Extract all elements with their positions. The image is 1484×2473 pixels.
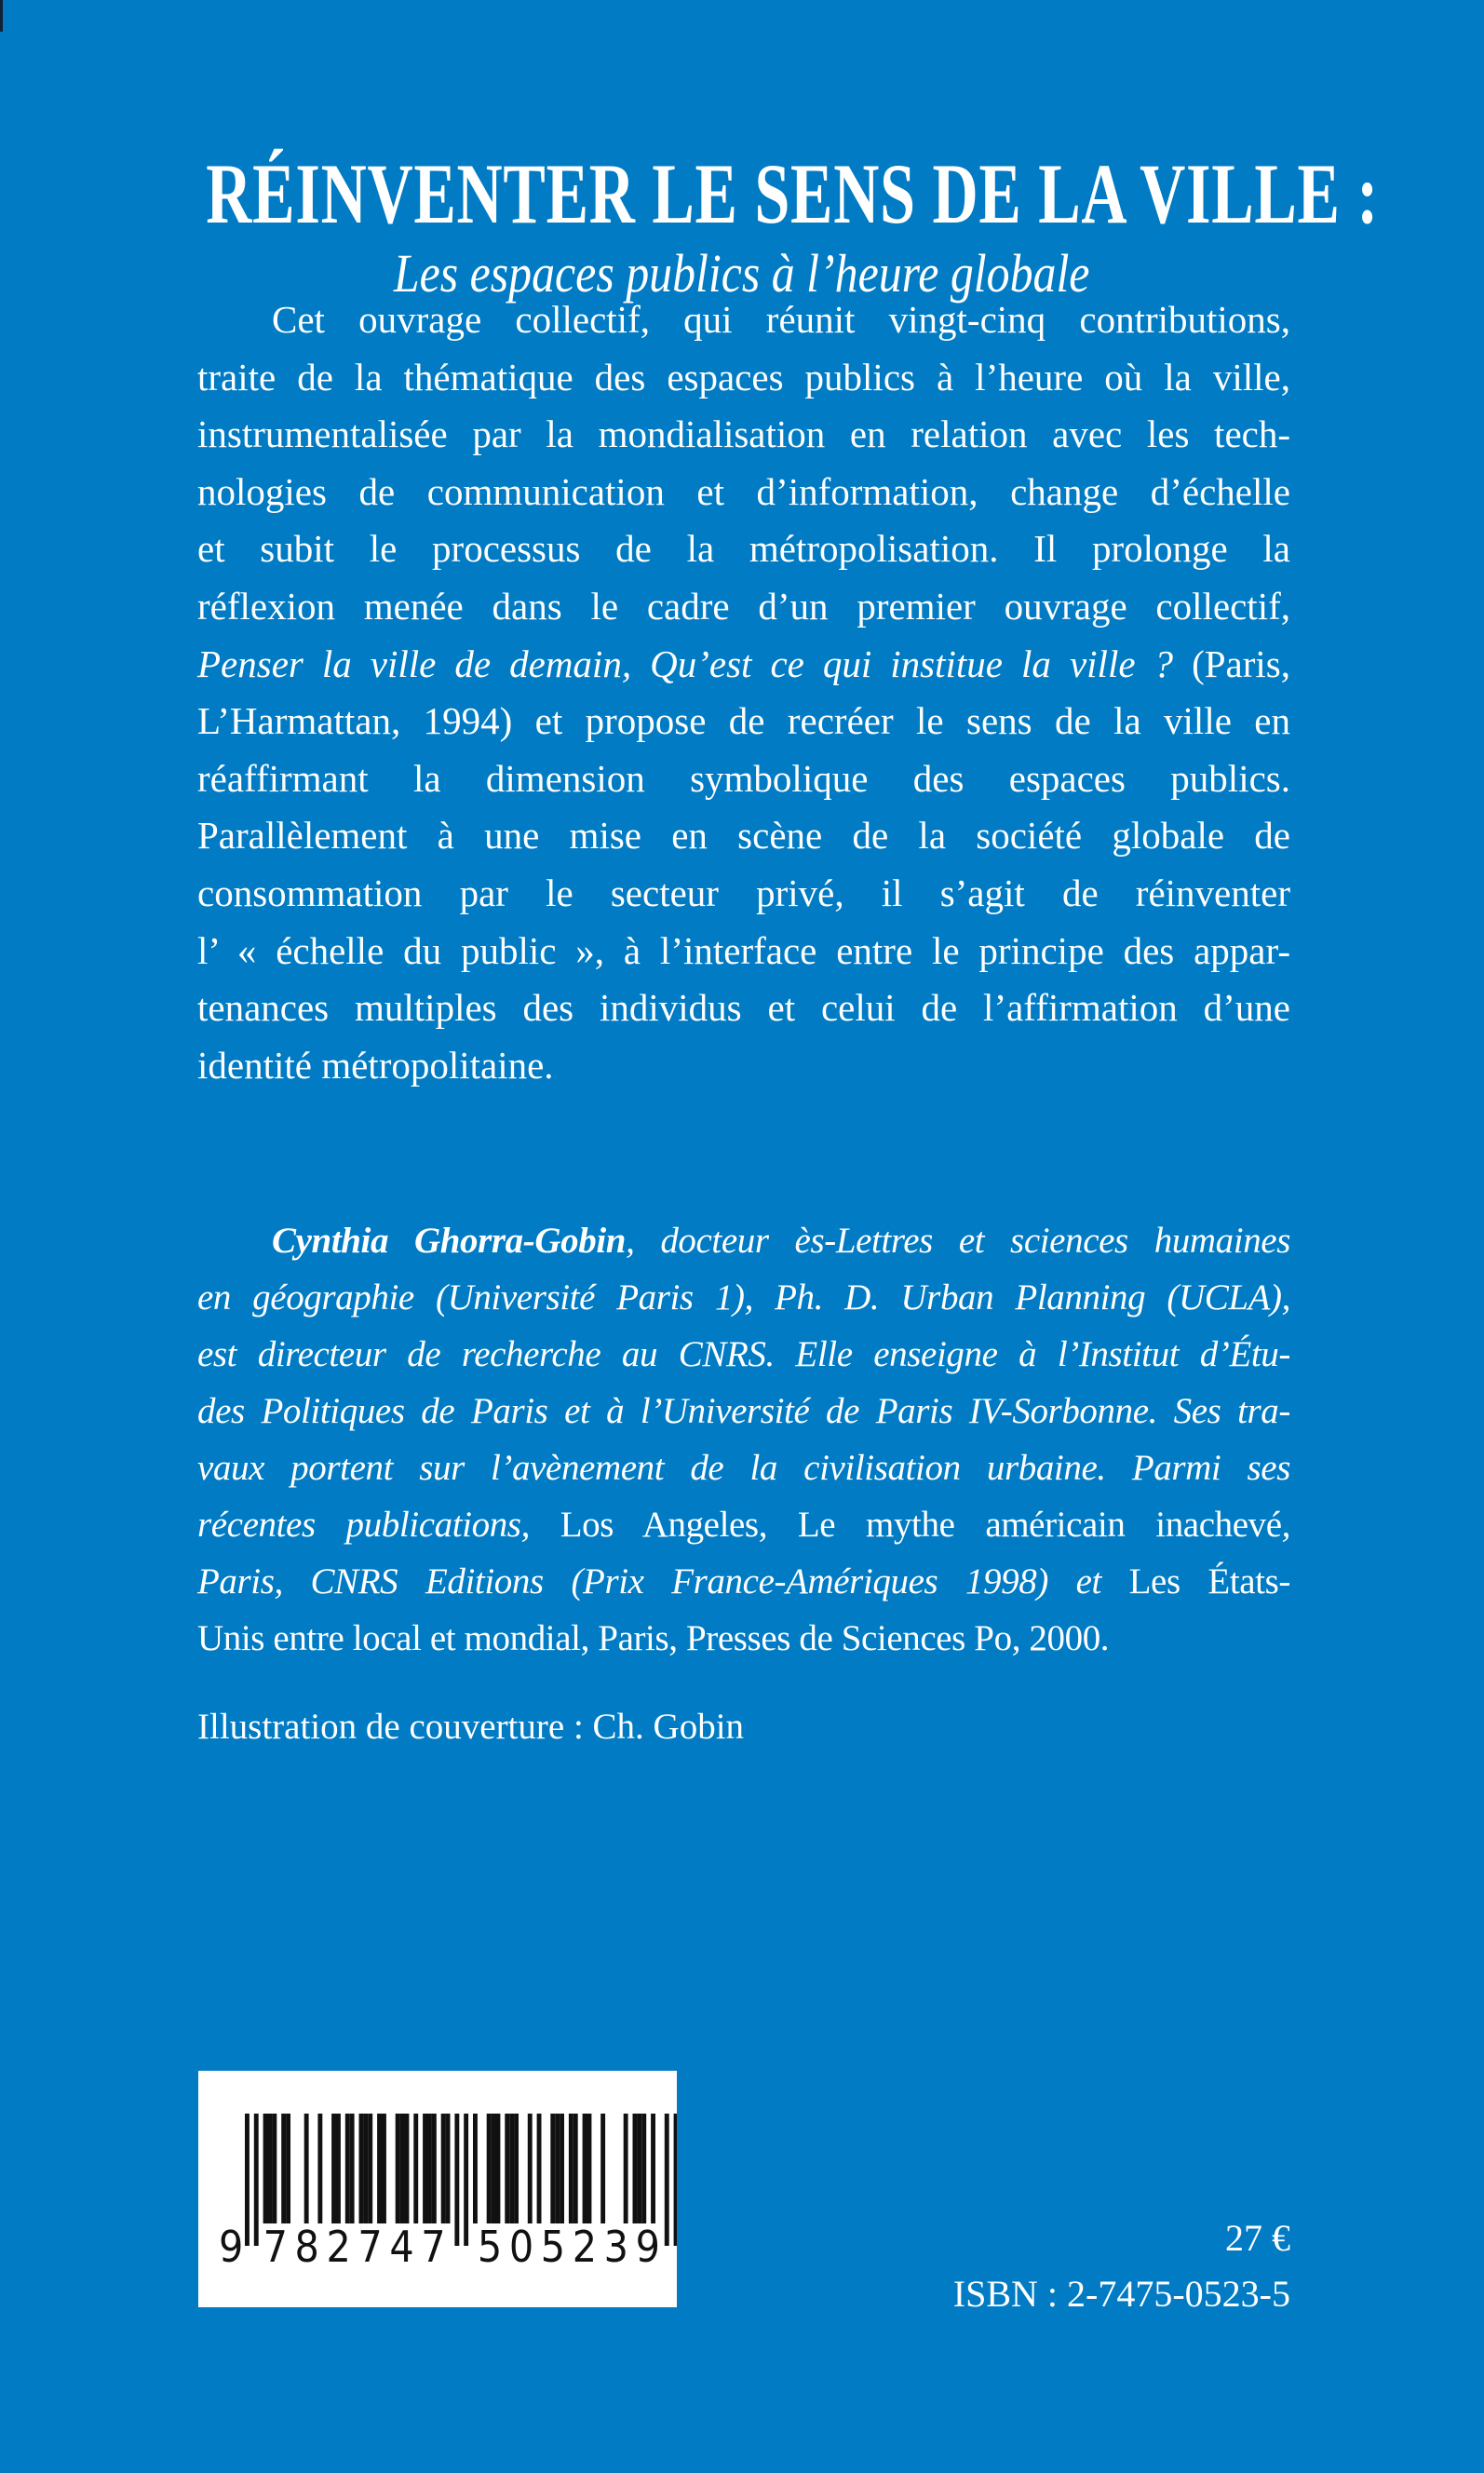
barcode-bar [345, 2114, 350, 2223]
barcode-bar [413, 2114, 418, 2223]
text-line [197, 464, 1290, 521]
text-line [197, 693, 1290, 750]
text-line [197, 520, 1290, 578]
barcode-bar [487, 2114, 492, 2223]
barcode-bar [633, 2114, 638, 2223]
barcode-bar [641, 2114, 646, 2223]
crop-mark [0, 0, 3, 32]
text-line [197, 1439, 1290, 1496]
text-line [197, 291, 1290, 349]
barcode-bar [268, 2114, 273, 2223]
barcode-bar [569, 2114, 573, 2223]
text-segment: , docteur ès-Lettres et sciences humaines [626, 1221, 1290, 1261]
barcode-bar [573, 2114, 578, 2223]
barcode-bar [304, 2114, 309, 2223]
text-segment: vaux portent sur l’avènement de la civilisation urbaine. Parmi ses [197, 1448, 1290, 1488]
barcode-bar [537, 2114, 542, 2223]
text-line [197, 1610, 1290, 1667]
barcode-bar [405, 2114, 410, 2223]
text-segment: , [1281, 1505, 1291, 1545]
barcode-bar [496, 2114, 501, 2223]
barcode-bar [587, 2114, 592, 2223]
text-line [197, 1269, 1290, 1326]
text-segment: Penser la ville de demain, Qu’est ce qui institue la ville ? [197, 642, 1174, 685]
text-segment: nologies de communication et d’information, change d’échelle [197, 469, 1290, 513]
barcode-bar [446, 2114, 451, 2223]
barcode-bar [382, 2114, 386, 2223]
barcode-bar [473, 2114, 478, 2223]
barcode-digits: 9 [219, 2222, 244, 2272]
barcode-bar [528, 2114, 533, 2223]
text-segment: est directeur de recherche au CNRS. Elle enseigne à l’Institut d’Étu- [197, 1334, 1290, 1374]
barcode-bar [674, 2114, 677, 2246]
text-segment: (Paris, [1173, 642, 1290, 685]
author-name: Cynthia Ghorra-Gobin [272, 1221, 627, 1261]
text-line [197, 406, 1290, 464]
barcode-bar [400, 2114, 405, 2223]
text-line [197, 980, 1290, 1037]
text-line [197, 578, 1290, 636]
text-line [197, 923, 1290, 980]
barcode-bar [492, 2114, 496, 2223]
text-line [197, 1326, 1290, 1383]
barcode-bar [514, 2114, 519, 2223]
text-segment: L’Harmattan, 1994) et propose de recréer le sens de la ville en [197, 699, 1290, 743]
text-line [197, 1496, 1290, 1553]
text-line [197, 807, 1290, 865]
barcode-bar [286, 2114, 290, 2223]
text-segment: instrumentalisée par la mondialisation en relation avec les tech- [197, 412, 1290, 456]
book-title: RÉINVENTER LE SENS DE LA VILLE : [206, 146, 1379, 241]
text-segment: récentes publications, [197, 1505, 530, 1545]
text-line [197, 1553, 1290, 1610]
barcode-bar [396, 2114, 400, 2223]
barcode-bar [272, 2114, 277, 2223]
text-segment: Les États- [1100, 1561, 1290, 1601]
barcode-bar [368, 2114, 372, 2223]
barcode-bar [555, 2114, 560, 2223]
barcode-bar [263, 2114, 268, 2223]
text-segment: Parallèlement à une mise en scène de la société globale de [197, 814, 1290, 858]
text-line [197, 636, 1290, 694]
barcode-bar [281, 2114, 286, 2223]
barcode-bar [441, 2114, 446, 2223]
barcode-bar [331, 2114, 336, 2223]
text-segment: Los Angeles, Le mythe américain inachevé [529, 1505, 1282, 1545]
text-segment: identité métropolitaine. [197, 1043, 554, 1087]
barcode-bar [254, 2114, 259, 2246]
text-line [197, 349, 1290, 407]
text-line [197, 1212, 1290, 1269]
barcode-bar [637, 2114, 641, 2223]
text-segment: des Politiques de Paris et à l’Université de Paris IV-Sorbonne. Ses tra- [197, 1391, 1290, 1431]
text-line [197, 1383, 1290, 1439]
text-segment: réflexion menée dans le cadre d’un premier ouvrage collectif, [197, 584, 1290, 628]
text-segment: Unis entre local et mondial, Paris, Presses de Sciences Po, 2000. [197, 1618, 1110, 1658]
text-segment: tenances multiples des individus et celui de l’affirmation d’une [197, 986, 1290, 1030]
barcode-bar [505, 2114, 509, 2223]
barcode [198, 2071, 677, 2307]
price: 27 € [1225, 2217, 1290, 2259]
barcode-bar [377, 2114, 382, 2223]
barcode-bar [624, 2114, 628, 2223]
barcode-bar [651, 2114, 655, 2223]
barcode-bar [317, 2114, 322, 2223]
barcode-bar [454, 2114, 459, 2246]
barcode-graphic [198, 2071, 677, 2307]
barcode-bar [427, 2114, 432, 2223]
text-segment: en géographie (Université Paris 1), Ph. D. Urban Planning (UCLA), [197, 1277, 1290, 1318]
barcode-bar [432, 2114, 437, 2223]
barcode-digits: 782747 [263, 2222, 446, 2272]
cover-illustration-credit: Illustration de couverture : Ch. Gobin [197, 1707, 745, 1747]
title-container [0, 147, 1484, 240]
book-subtitle: Les espaces publics à l’heure globale [394, 243, 1090, 304]
barcode-bar [363, 2114, 368, 2223]
text-segment: Cet ouvrage collectif, qui réunit vingt-cinq contributions, [272, 298, 1290, 341]
text-line [197, 750, 1290, 808]
barcode-bar [600, 2114, 605, 2223]
barcode-bar [509, 2114, 514, 2223]
text-segment: consommation par le secteur privé, il s’agit de réinventer [197, 871, 1290, 914]
text-line [197, 865, 1290, 923]
text-segment: réaffirmant la dimension symbolique des espaces publics. [197, 756, 1290, 800]
barcode-bar [665, 2114, 669, 2246]
text-segment: traite de la thématique des espaces publics à l’heure où la ville, [197, 355, 1290, 399]
barcode-bar [350, 2114, 355, 2223]
barcode-bar [359, 2114, 364, 2223]
author-bio-paragraph [197, 1212, 1290, 1667]
barcode-bar [464, 2114, 468, 2246]
text-segment: Paris, CNRS Editions (Prix France-Amériques 1998) et [197, 1561, 1101, 1601]
barcode-bar [423, 2114, 427, 2223]
barcode-digits: 505239 [477, 2222, 660, 2272]
barcode-bar [560, 2114, 564, 2223]
text-segment: et subit le processus de la métropolisation. Il prolonge la [197, 527, 1290, 571]
barcode-bar [336, 2114, 341, 2223]
barcode-bar [245, 2114, 250, 2246]
text-segment: l’ « échelle du public », à l’interface entre le principe des appar- [197, 928, 1290, 972]
text-line [197, 1037, 1290, 1095]
barcode-bar [583, 2114, 587, 2223]
isbn: ISBN : 2-7475-0523-5 [952, 2273, 1290, 2315]
barcode-bar [550, 2114, 555, 2223]
summary-paragraph [197, 291, 1290, 1094]
